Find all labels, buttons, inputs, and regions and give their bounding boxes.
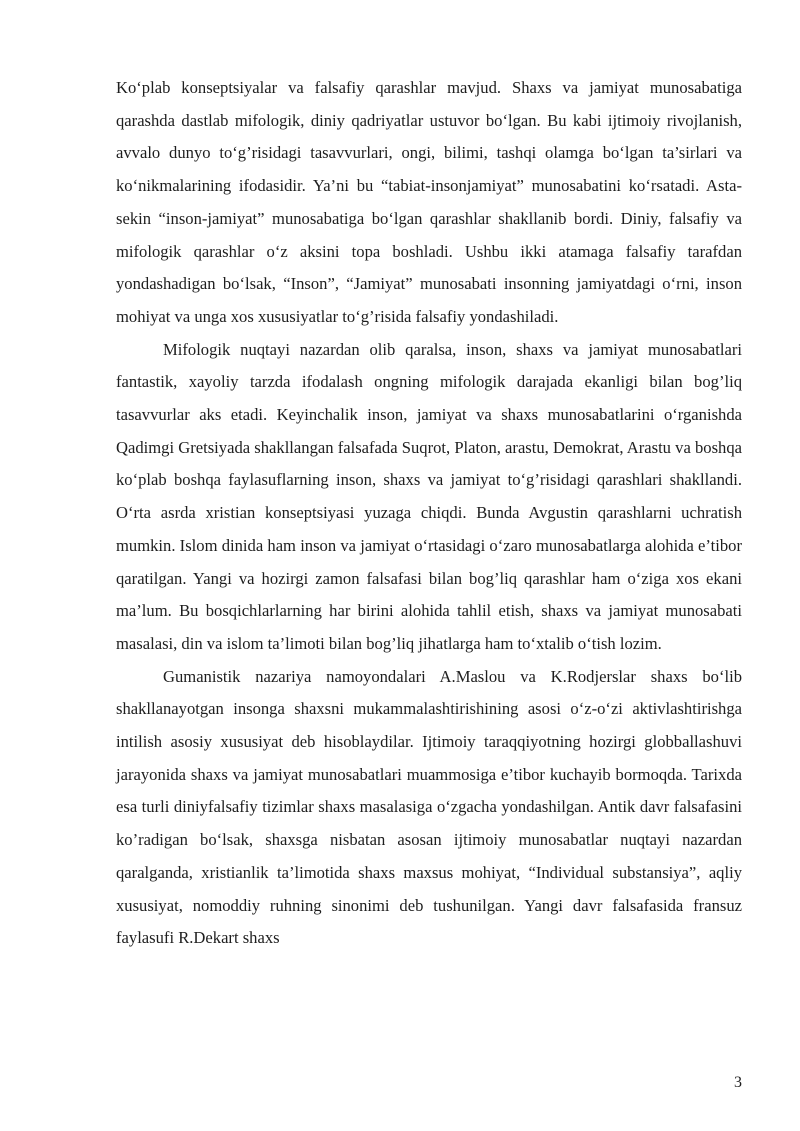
paragraph-3: Gumanistik nazariya namoyondalari A.Maslou va K.Rodjerslar shaxs bo‘lib shakllanayotgan insonga shaxsni mukammalashtirishining asosi o‘z-o‘zi aktivlashtirishga intilish asosiy xususiyat deb hisoblaydilar. Ijtimoiy taraqqiyotning hozirgi globballashuvi jarayonida shaxs va jamiyat munosabatlari muammosiga e’tibor kuchayib bormoqda. Tarixda esa turli diniyfalsafiy tizimlar shaxs masalasiga o‘zgacha yondashilgan. Antik davr falsafasini ko’radigan bo‘lsak, shaxsga nisbatan asosan ijtimoiy munosabatlar nuqtayi nazardan qaralganda, xristianlik ta’limotida shaxs maxsus mohiyat, “Individual substansiya”, aqliy xususiyat, nomoddiy ruhning sinonimi deb tushunilgan. Yangi davr falsafasida fransuz faylasufi R.Dekart shaxs xyxy=(116,666,742,948)
paragraph-1: Ko‘plab konseptsiyalar va falsafiy qarashlar mavjud. Shaxs va jamiyat munosabatiga qarashda dastlab mifologik, diniy qadriyatlar ustuvor bo‘lgan. Bu kabi ijtimoiy rivojlanish, avvalo dunyo to‘g’risidagi tasavvurlari, ongi, bilimi, tashqi olamga bo‘lgan ta’sirlari va ko‘nikmalarining ifodasidir. Ya’ni bu “tabiat-insonjamiyat” munosabatini ko‘rsatadi. Asta-sekin “inson-jamiyat” munosabatiga bo‘lgan qarashlar shakllanib bordi. Diniy, falsafiy va mifologik qarashlar o‘z aksini topa boshladi. Ushbu ikki atamaga falsafiy tarafdan yondashadigan bo‘lsak, “Inson”, “Jamiyat” munosabati insonning jamiyatdagi o‘rni, inson mohiyat va unga xos xususiyatlar to‘g’risida falsafiy yondashiladi. xyxy=(116,78,742,326)
page-body xyxy=(116,72,742,955)
paragraph-2: Mifologik nuqtayi nazardan olib qaralsa, inson, shaxs va jamiyat munosabatlari fantastik, xayoliy tarzda ifodalash ongning mifologik darajada ekanligi bilan bog’liq tasavvurlar aks etadi. Keyinchalik inson, jamiyat va shaxs munosabatlarini o‘rganishda Qadimgi Gretsiyada shakllangan falsafada Suqrot, Platon, arastu, Demokrat, Arastu va boshqa ko‘plab boshqa faylasuflarning inson, shaxs va jamiyat to‘g’risidagi qarashlari shakllandi. O‘rta asrda xristian konseptsiyasi yuzaga chiqdi. Bunda Avgustin qarashlarni uchratish mumkin. Islom dinida ham inson va jamiyat o‘rtasidagi o‘zaro munosabatlarga alohida e’tibor qaratilgan. Yangi va hozirgi zamon falsafasi bilan bog’liq qarashlar ham o‘ziga xos ekani ma’lum. Bu bosqichlarlarning har birini alohida tahlil etish, shaxs va jamiyat munosabati masalasi, din va islom ta’limoti bilan bog’liq jihatlarga ham to‘xtalib o‘tish lozim. xyxy=(116,339,742,653)
page-number: 3 xyxy=(734,1074,742,1091)
